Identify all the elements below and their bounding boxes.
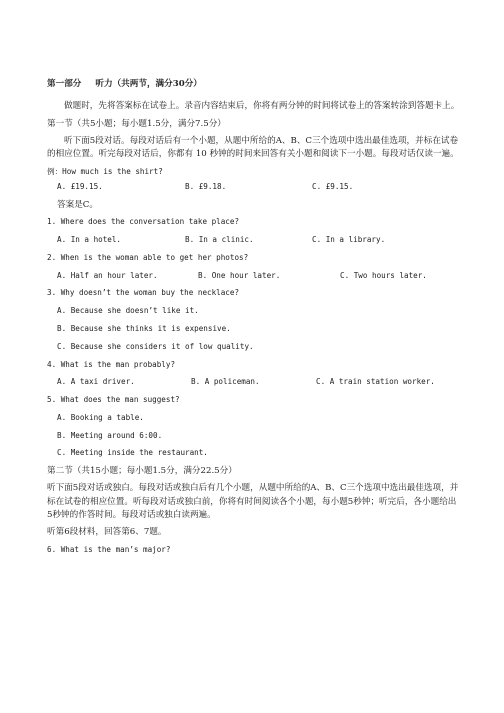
question-5-option-a: A. Booking a table. [57,412,144,422]
question-5-option-b: B. Meeting around 6:00. [57,430,163,440]
option-a: A. £19.15. [57,182,103,192]
question-6: 6. What is the man’s major? [47,544,171,554]
part-intro: 做题时，先将答案标在试卷上。录音内容结束后，你将有两分钟的时间将试卷上的答案转涂到答题卡上。 [64,101,460,112]
option-c: C. £9.15. [312,182,354,192]
part-label: 第一部分 [47,79,82,89]
example-question: 例：How much is the shirt? [47,166,163,176]
material-prompt: 听第6段材料，回答第6、7题。 [47,527,167,538]
section1-instructions: 听下面5段对话。每段对话后有一个小题，从题中所给的A、B、C三个选项中选出最佳选项，并标在试卷的相应位置。听完每段对话后，你都有 10 秒钟的时间来回答有关小题和阅读下一小题。每段对话仅读一遍。 [47,135,459,160]
option-c: C. In a library. [312,235,386,245]
question-3: 3. Why doesn’t the woman buy the necklace? [47,288,240,298]
section1-header: 第一节（共5小题；每小题1.5分，满分7.5分） [47,118,226,129]
question-5: 5. What does the man suggest? [47,395,180,405]
question-2-options [57,270,461,282]
page-content [47,78,461,561]
question-3-option-c: C. Because she considers it of low quality. [57,341,254,351]
question-4-options [57,376,461,388]
option-b: B. A policeman. [191,377,260,387]
example-answer: 答案是C。 [57,200,98,211]
section2-header: 第二节（共15小题；每小题1.5分，满分22.5分） [47,466,237,477]
option-a: A. Half an hour later. [57,270,158,280]
part-heading: 听力（共两节，满分30分） [95,79,202,89]
question-1-options [57,234,461,246]
part-title [47,78,461,91]
option-b: B. In a clinic. [185,235,254,245]
question-2: 2. When is the woman able to get her photos? [47,252,249,262]
example-options [57,181,461,193]
question-3-option-b: B. Because she thinks it is expensive. [57,324,231,333]
question-3-option-a: A. Because she doesn’t like it. [57,306,199,316]
question-4: 4. What is the man probably? [47,359,176,369]
option-c: C. Two hours later. [340,270,427,280]
option-a: A. A taxi driver. [57,377,135,387]
question-5-option-c: C. Meeting inside the restaurant. [57,448,208,458]
option-a: A. In a hotel. [57,235,122,245]
option-b: B. One hour later. [198,270,281,280]
section2-instructions: 听下面5段对话或独白。每段对话或独白后有几个小题，从题中所给的A、B、C三个选项中选出最佳选项，并标在试卷的相应位置。听每段对话或独白前，你将有时间阅读各个小题，每小题5秒钟；听完后，各小题给出5秒钟的作答时间。每段对话或独白读两遍。 [47,483,459,521]
option-b: B. £9.18. [185,182,227,192]
question-1: 1. Where does the conversation take place? [47,217,240,227]
option-c: C. A train station worker. [316,377,435,387]
